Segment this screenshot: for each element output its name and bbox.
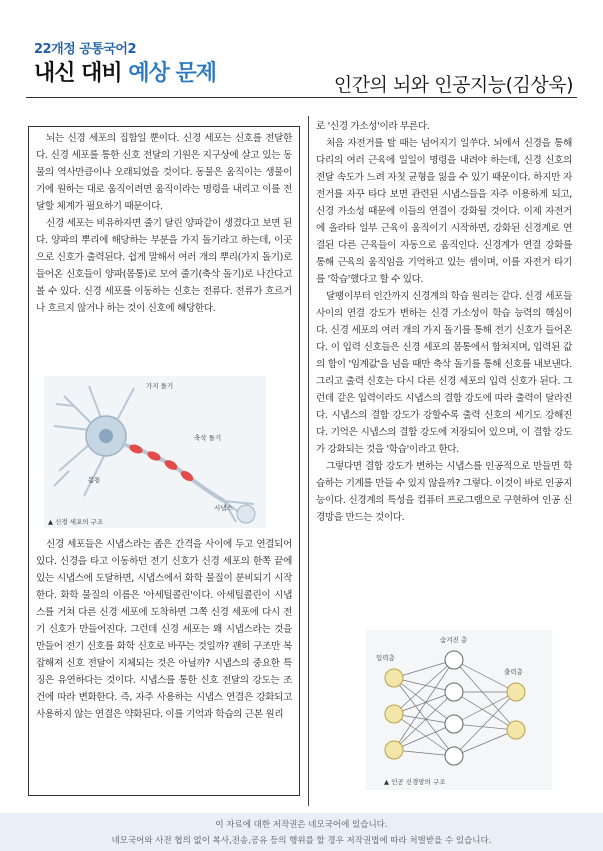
figure-caption: ▲ 인공 신경망의 구조 (384, 778, 446, 786)
label-input-layer: 입력층 (376, 654, 395, 662)
figure-caption: ▲ 신경 세포의 구조 (48, 518, 104, 526)
header-main-accent: 예상 문제 (128, 61, 216, 86)
neuron-structure-figure (44, 376, 266, 528)
header-main-title (34, 56, 216, 87)
header-divider (26, 97, 577, 98)
label-cell-body: 몸통 (88, 476, 101, 484)
left-column-top (36, 130, 292, 317)
label-dendrite: 가지 돌기 (146, 382, 174, 390)
label-hidden-layer: 숨겨진 층 (440, 636, 468, 644)
column-divider (308, 116, 309, 806)
label-synapse: 시냅스 (214, 504, 233, 512)
passage-title: 인간의 뇌와 인공지능(김상욱) (333, 74, 573, 96)
paragraph: 신경 세포는 비유하자면 줄기 달린 양파같이 생겼다고 보면 된다. 양파의 뿌리에 해당하는 부분을 가지 돌기라고 하는데, 이곳으로 신호가 출력된다. 쉽게 말해서 여러 개의 뿌리(가지 돌기)로 들어온 신호들이 양파(몸통)로 모여 줄기(축삭 돌기)로 나간다고 볼 수 있다. 신경 세포를 이동하는 신호는 전류다. 전류가 흐르거나 흐르지 않거나 하는 것이 신호에 해당한다. (36, 218, 292, 314)
paragraph: 로 '신경 가소성'이라 부른다. (316, 121, 430, 132)
copyright-notice: 이 자료에 대한 저작권은 네모국어에 있습니다. (215, 820, 388, 830)
paragraph: 처음 자전거를 탈 때는 넘어지기 일쑤다. 뇌에서 신경을 통해 다리의 여러 근육에 일일이 명령을 내려야 하는데, 신경 신호의 전달 속도가 느려 자칫 균형을 잃을 수 있기 때문이다. 하지만 자전거를 자꾸 타다 보면 관련된 시냅스들을 자주 이용하게 되고, 신경 가소성 때문에 이들의 연결이 강화될 것이다. 이제 자전거에 올라타 일부 근육이 움직이기 시작하면, 강화된 신경계로 연결된 다른 근육들이 자동으로 움직인다. 신경계가 연결 강화를 통해 근육의 움직임을 기억하고 있는 셈이며, 이를 자전거 타기를 '학습'했다고 할 수 있다. (316, 138, 572, 285)
paragraph: 신경 세포들은 시냅스라는 좁은 간격을 사이에 두고 연결되어 있다. 신경을 타고 이동하던 전기 신호가 신경 세포의 한쪽 끝에 있는 시냅스에 도달하면, 시냅스에서 화학 물질이 분비되기 시작한다. 화학 물질의 이름은 '아세틸콜린'이다. 아세틸콜린이 시냅스를 거쳐 다른 신경 세포에 도착하면 그쪽 신경 세포에 다시 전기 신호가 만들어진다. 그런데 신경 세포는 왜 시냅스라는 것을 만들어 전기 신호를 화학 신호로 바꾸는 것일까? 괜히 구조만 복잡해져 신호 전달이 지체되는 것은 아닐까? 시냅스의 중요한 특징은 유연하다는 것이다. 시냅스를 통한 신호 전달의 강도는 조건에 따라 변화한다. 즉, 자주 사용하는 시냅스 연결은 강화되고 사용하지 않는 연결은 약화된다. 이를 기억과 학습의 근본 원리 (36, 539, 292, 720)
neural-network-figure (366, 630, 552, 790)
paragraph: 뇌는 신경 세포의 집합일 뿐이다. 신경 세포는 신호를 전달한다. 신경 세포를 통한 신호 전달의 기원은 지구상에 살고 있는 동물의 역사만큼이나 오래되었을 것이다. 동물은 움직이는 생물이기에 원하는 대로 움직이려면 움직이라는 명령을 내리고 이를 전달할 체계가 필요하기 때문이다. (36, 133, 292, 212)
copyright-warning: 네모국어와 사전 협의 없이 복사,전송,공유 등의 행위를 할 경우 저작권법에 따라 처벌받을 수 있습니다. (111, 836, 492, 846)
right-column (316, 118, 572, 526)
left-column-bottom (36, 536, 292, 723)
paragraph: 달팽이부터 인간까지 신경계의 학습 원리는 같다. 신경 세포들 사이의 연결 강도가 변하는 신경 가소성이 학습 능력의 핵심이다. 신경 세포의 여러 개의 가지 돌기를 통해 전기 신호가 들어온다. 이 입력 신호들은 신경 세포의 몸통에서 합쳐지며, 입력된 값의 합이 '임계값'을 넘을 때만 축삭 돌기를 통해 신호를 내보낸다. 그리고 출력 신호는 다시 다른 신경 세포의 입력 신호가 된다. 그런데 같은 입력이라도 시냅스의 결합 강도에 따라 출력이 달라진다. 시냅스의 결합 강도가 강할수록 출력 신호의 세기도 강해진다. 기억은 시냅스의 결합 강도에 저장되어 있으며, 이 결합 강도가 강화되는 것을 '학습'이라고 한다. (316, 291, 572, 455)
label-axon: 축삭 돌기 (194, 434, 222, 442)
header-subtitle: 22개정 공통국어2 (34, 42, 137, 57)
paragraph: 그렇다면 결합 강도가 변하는 시냅스를 인공적으로 만들면 학습하는 기계를 만들 수 있지 않을까? 그렇다. 이것이 바로 인공지능이다. 신경계의 특성을 컴퓨터 프로그램으로 구현하여 인공 신경망을 만드는 것이다. (316, 461, 572, 523)
label-output-layer: 출력층 (504, 668, 523, 676)
header-main-prefix: 내신 대비 (34, 61, 129, 86)
